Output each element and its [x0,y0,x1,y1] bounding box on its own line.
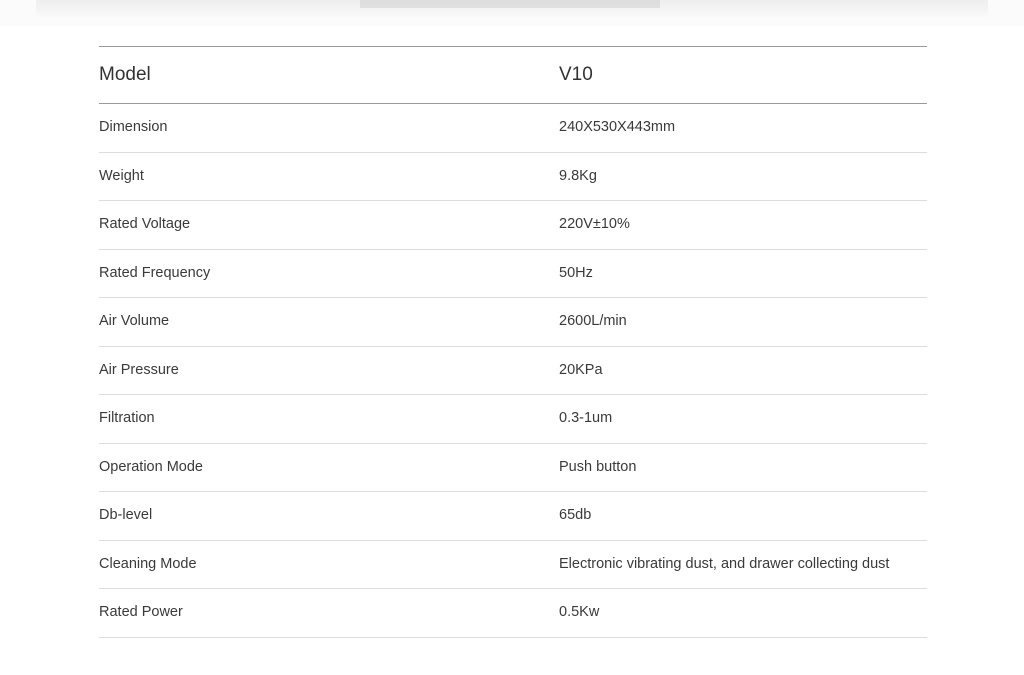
table-row [99,298,927,347]
specification-table-body [99,47,927,638]
table-row [99,249,927,298]
row-label: Air Pressure [99,361,179,378]
table-header-value: V10 [559,64,593,85]
specification-table [99,46,927,638]
table-row [99,152,927,201]
row-value: 2600L/min [559,313,627,329]
row-label: Operation Mode [99,458,203,475]
page-top-banner [0,0,1024,26]
row-label: Filtration [99,410,155,426]
row-value: 240X530X443mm [559,119,676,135]
row-label: Rated Voltage [99,216,191,232]
table-row [99,104,927,153]
row-label: Cleaning Mode [99,555,197,572]
table-row [99,443,927,492]
row-label: Rated Frequency [99,264,211,281]
row-value: 65db [559,507,592,523]
row-value: Push button [559,458,637,475]
table-row [99,540,927,589]
row-label: Weight [99,167,144,184]
table-row [99,395,927,444]
row-label: Db-level [99,507,153,523]
table-row [99,346,927,395]
row-label: Rated Power [99,604,183,620]
table-header-row [99,47,927,104]
row-value: 220V±10% [559,216,630,232]
table-row [99,492,927,541]
specification-section [99,46,927,638]
row-value: 50Hz [559,264,593,281]
row-value: 9.8Kg [559,167,597,184]
table-header-label: Model [99,64,151,85]
row-label: Air Volume [99,313,170,329]
row-value: Electronic vibrating dust, and drawer collecting dust [559,555,890,572]
row-label: Dimension [99,119,168,135]
table-row [99,589,927,638]
row-value: 20KPa [559,361,603,378]
row-value: 0.3-1um [559,410,613,426]
banner-band-accent [360,0,660,8]
table-row [99,201,927,250]
row-value: 0.5Kw [559,604,600,620]
